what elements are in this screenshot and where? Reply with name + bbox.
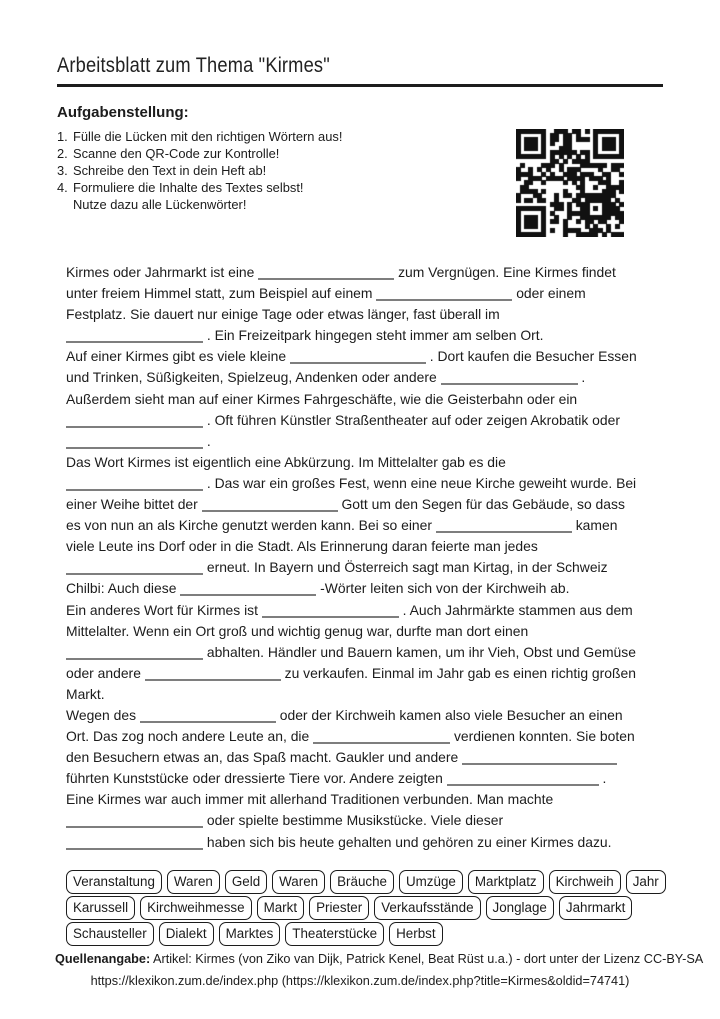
blank-underline[interactable]	[66, 815, 203, 828]
text-segment: zu verkaufen. Einmal im Jahr gab es einen richtig großen	[280, 664, 636, 681]
text-line	[66, 410, 637, 431]
word-bank-row	[66, 922, 666, 946]
text-segment: abhalten. Händler und Bauern kamen, um ihr Vieh, Obst und Gemüse	[203, 643, 636, 660]
text-segment: -Wörter leiten sich von der Kirchweih ab.	[316, 580, 570, 597]
text-line	[66, 389, 637, 410]
text-line	[66, 431, 637, 452]
text-segment: Gott um den Segen für das Gebäude, so dass	[337, 496, 625, 513]
word-chip: Jahrmarkt	[559, 896, 633, 920]
text-segment: einer Weihe bittet der	[66, 496, 202, 513]
task-item	[57, 145, 342, 162]
text-segment: oder der Kirchweih kamen also viele Besucher an einen	[275, 706, 623, 723]
task-item	[57, 179, 342, 196]
task-text: Scanne den QR-Code zur Kontrolle!	[73, 146, 280, 161]
text-line	[66, 726, 637, 747]
text-segment: haben sich bis heute gehalten und gehören zu einer Kirmes dazu.	[203, 833, 612, 850]
text-line	[66, 473, 637, 494]
text-segment: Kirmes oder Jahrmarkt ist eine	[66, 264, 259, 280]
word-chip: Marktplatz	[468, 870, 544, 894]
task-list	[57, 128, 342, 213]
word-chip: Jonglage	[486, 896, 554, 920]
source-text: Artikel: Kirmes (von Ziko van Dijk, Patrick Kenel, Beat Rüst u.a.) - dort unter der Lizenz CC-BY-SA	[150, 952, 704, 966]
text-segment: erneut. In Bayern und Österreich sagt man Kirtag, in der Schweiz	[203, 559, 608, 576]
blank-underline[interactable]	[202, 499, 338, 512]
text-segment: Eine Kirmes war auch immer mit allerhand Traditionen verbunden. Man machte	[66, 791, 554, 808]
text-line	[66, 346, 637, 367]
word-bank-row	[66, 896, 666, 920]
text-segment: Markt.	[66, 685, 105, 702]
blank-underline[interactable]	[145, 668, 281, 681]
text-segment: . Auch Jahrmärkte stammen aus dem	[398, 601, 633, 618]
text-line	[66, 262, 637, 283]
text-segment: Chilbi: Auch diese	[66, 580, 181, 597]
word-chip: Schausteller	[66, 922, 154, 946]
text-segment: den Besuchern etwas an, das Spaß macht. Gaukler und andere	[66, 749, 463, 766]
word-chip: Geld	[225, 870, 267, 894]
text-line	[66, 663, 637, 684]
tasks-heading: Aufgabenstellung:	[57, 104, 189, 121]
blank-underline[interactable]	[66, 415, 203, 428]
text-line	[66, 789, 637, 810]
task-number	[57, 196, 73, 213]
text-line	[66, 304, 637, 325]
task-item	[57, 162, 342, 179]
word-chip: Priester	[309, 896, 369, 920]
blank-underline[interactable]	[447, 773, 599, 786]
blank-underline[interactable]	[258, 267, 394, 280]
title-divider	[57, 84, 663, 87]
text-segment: . Oft führen Künstler Straßentheater auf oder zeigen Akrobatik oder	[203, 411, 620, 428]
text-segment: Auf einer Kirmes gibt es viele kleine	[66, 348, 290, 365]
word-chip: Markt	[257, 896, 304, 920]
text-segment: viele Leute ins Dorf oder in die Stadt. Als Erinnerung daran feierte man jedes	[66, 538, 538, 555]
word-bank	[66, 870, 666, 948]
task-text: Schreibe den Text in dein Heft ab!	[73, 163, 267, 178]
blank-underline[interactable]	[376, 288, 512, 301]
text-line	[66, 367, 637, 388]
text-segment: Ort. Das zog noch andere Leute an, die	[66, 728, 314, 745]
source-label: Quellenangabe:	[55, 952, 151, 966]
text-line	[66, 452, 637, 473]
text-line	[66, 705, 637, 726]
task-number: 3.	[57, 163, 68, 178]
text-line	[66, 810, 637, 831]
text-segment: führten Kunststücke oder dressierte Tiere vor. Andere zeigten	[66, 770, 447, 787]
word-chip: Waren	[272, 870, 325, 894]
blank-underline[interactable]	[66, 478, 203, 491]
text-segment: Wegen des	[66, 706, 140, 723]
text-segment: Mittelalter. Wenn ein Ort groß und wichtig genug war, durfte man dort einen	[66, 622, 529, 639]
text-line	[66, 768, 637, 789]
text-segment: zum Vergnügen. Eine Kirmes findet	[394, 264, 616, 280]
blank-underline[interactable]	[441, 372, 578, 385]
text-segment: kamen	[571, 517, 618, 534]
blank-underline[interactable]	[462, 752, 617, 765]
word-chip: Jahr	[626, 870, 666, 894]
text-segment: Festplatz. Sie dauert nur einige Tage oder etwas länger, fast überall im	[66, 306, 500, 323]
blank-underline[interactable]	[290, 351, 426, 364]
text-segment: .	[203, 432, 211, 449]
blank-underline[interactable]	[180, 583, 316, 596]
blank-underline[interactable]	[66, 330, 203, 343]
text-line	[66, 600, 637, 621]
text-line	[66, 684, 637, 705]
task-text: Nutze dazu alle Lückenwörter!	[73, 197, 247, 212]
word-chip: Bräuche	[330, 870, 394, 894]
word-chip: Theaterstücke	[285, 922, 384, 946]
text-line	[66, 283, 637, 304]
task-number: 4.	[57, 180, 68, 195]
word-bank-row	[66, 870, 666, 894]
word-chip: Waren	[167, 870, 220, 894]
blank-underline[interactable]	[436, 520, 572, 533]
text-segment: und Trinken, Süßigkeiten, Spielzeug, Andenken oder andere	[66, 369, 441, 386]
text-line	[66, 578, 637, 599]
word-chip: Veranstaltung	[66, 870, 162, 894]
blank-underline[interactable]	[262, 605, 399, 618]
text-segment: Außerdem sieht man auf einer Kirmes Fahrgeschäfte, wie die Geisterbahn oder ein	[66, 390, 578, 407]
text-line	[66, 536, 637, 557]
text-line	[66, 621, 637, 642]
blank-underline[interactable]	[66, 562, 203, 575]
text-segment: . Ein Freizeitpark hingegen steht immer am selben Ort.	[203, 327, 544, 344]
word-chip: Dialekt	[159, 922, 214, 946]
task-text: Formuliere die Inhalte des Textes selbst!	[73, 180, 304, 195]
text-segment: es von nun an als Kirche genutzt werden kann. Bei so einer	[66, 517, 436, 534]
task-item	[57, 128, 342, 145]
blank-underline[interactable]	[66, 436, 203, 449]
text-line	[66, 325, 637, 346]
text-line	[66, 494, 637, 515]
text-segment: .	[577, 369, 586, 386]
text-segment: oder andere	[66, 664, 145, 681]
text-segment: oder einem	[512, 285, 586, 302]
text-segment: oder spielte bestimme Musikstücke. Viele dieser	[203, 812, 504, 829]
blank-underline[interactable]	[313, 731, 450, 744]
text-line	[66, 832, 637, 853]
page-title: Arbeitsblatt zum Thema "Kirmes"	[57, 54, 330, 77]
blank-underline[interactable]	[66, 837, 203, 850]
task-number: 2.	[57, 146, 68, 161]
text-line	[66, 557, 637, 578]
blank-underline[interactable]	[66, 647, 203, 660]
source-line	[55, 952, 703, 966]
word-chip: Kirchweih	[549, 870, 621, 894]
text-segment: unter freiem Himmel statt, zum Beispiel auf einem	[66, 285, 377, 302]
text-segment: verdienen konnten. Sie boten	[450, 728, 635, 745]
word-chip: Karussell	[66, 896, 135, 920]
text-line	[66, 642, 637, 663]
task-number: 1.	[57, 129, 68, 144]
source-url: https://klexikon.zum.de/index.php (https://klexikon.zum.de/index.php?title=Kirmes&oldid=74741)	[90, 974, 630, 988]
text-line	[66, 515, 637, 536]
task-text: Fülle die Lücken mit den richtigen Wörtern aus!	[73, 129, 343, 144]
text-line	[66, 747, 637, 768]
word-chip: Marktes	[219, 922, 281, 946]
text-segment: . Dort kaufen die Besucher Essen	[425, 348, 637, 365]
word-chip: Herbst	[389, 922, 442, 946]
text-segment: Das Wort Kirmes ist eigentlich eine Abkürzung. Im Mittelalter gab es die	[66, 453, 506, 470]
word-chip: Verkaufsstände	[374, 896, 480, 920]
word-chip: Kirchweihmesse	[140, 896, 252, 920]
qr-code-icon	[516, 129, 624, 237]
blank-underline[interactable]	[140, 710, 276, 723]
text-segment: Ein anderes Wort für Kirmes ist	[66, 601, 262, 618]
word-chip: Umzüge	[399, 870, 463, 894]
task-item	[57, 196, 342, 213]
text-segment: .	[598, 770, 607, 787]
cloze-text	[66, 262, 637, 853]
text-segment: . Das war ein großes Fest, wenn eine neue Kirche geweiht wurde. Bei	[203, 474, 637, 491]
